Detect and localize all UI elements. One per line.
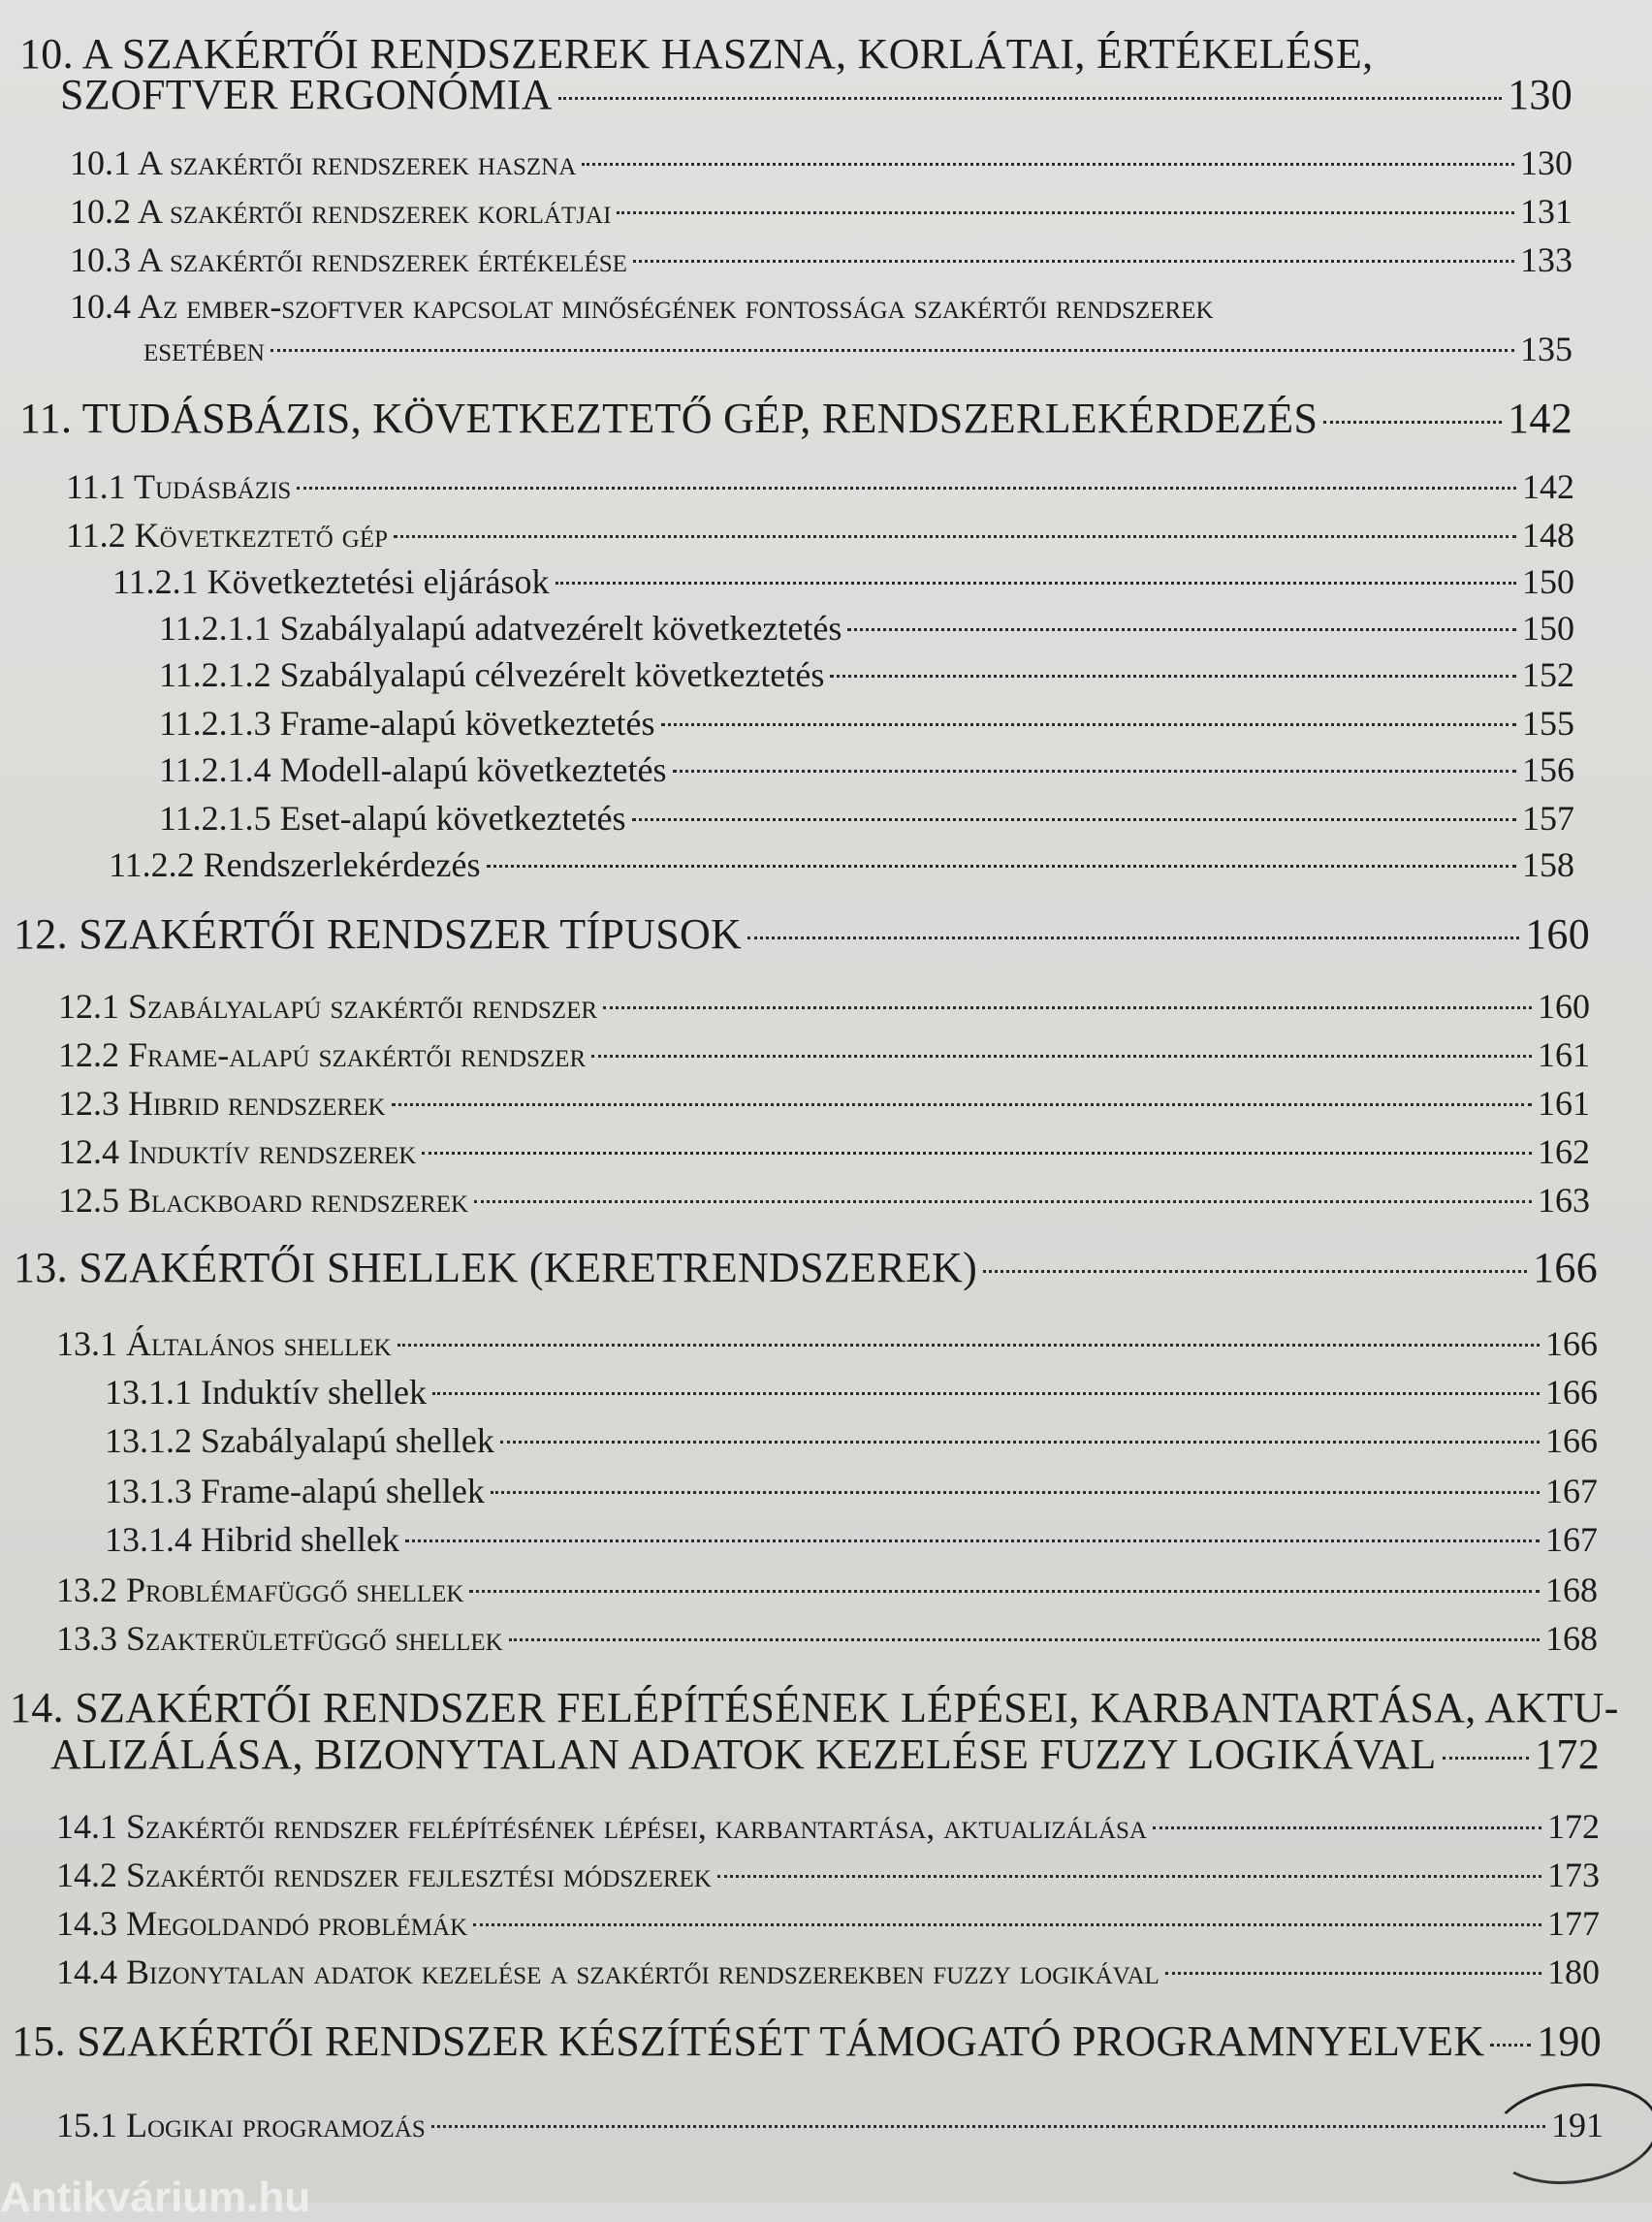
toc-entry-s11-2[interactable]: 11.2 Következtető gép 148 [66,516,1574,555]
toc-entry-s10-3[interactable]: 10.3 A szakértői rendszerek értékelése 133 [70,240,1573,279]
toc-entry-s12-5[interactable]: 12.5 Blackboard rendszerek 163 [58,1181,1590,1220]
toc-entry-s13-2[interactable]: 13.2 Problémafüggő shellek 168 [56,1571,1598,1609]
toc-entry-s11-2-1-1[interactable]: 11.2.1.1 Szabályalapú adatvezérelt következtetés 150 [159,609,1574,648]
toc-entry-s12-1[interactable]: 12.1 Szabályalapú szakértői rendszer 160 [58,987,1590,1026]
toc-entry-s11-2-1[interactable]: 11.2.1 Következtetési eljárások 150 [112,562,1574,601]
watermark: Antikvárium.hu [0,2174,311,2221]
toc-entry-c11[interactable]: 11. TUDÁSBÁZIS, KÖVETKEZTETŐ GÉP, RENDSZERLEKÉRDEZÉS 142 [19,395,1573,442]
toc-entry-s12-4[interactable]: 12.4 Induktív rendszerek 162 [58,1132,1590,1171]
toc-entry-s13-1[interactable]: 13.1 Általános shellek 166 [56,1324,1598,1363]
toc-entry-s10-4-cont[interactable]: esetében 135 [143,330,1573,368]
toc-entry-s10-1[interactable]: 10.1 A szakértői rendszerek haszna 130 [70,143,1573,182]
toc-entry-s14-1[interactable]: 14.1 Szakértői rendszer felépítésének lépései, karbantartása, aktualizálása 172 [56,1807,1600,1846]
toc-entry-s11-2-1-4[interactable]: 11.2.1.4 Modell-alapú következtetés 156 [159,750,1574,789]
toc-entry-s13-3[interactable]: 13.3 Szakterületfüggő shellek 168 [56,1619,1598,1658]
toc-entry-s14-3[interactable]: 14.3 Megoldandó problémák 177 [56,1904,1600,1943]
toc-entry-s11-2-1-2[interactable]: 11.2.1.2 Szabályalapú célvezérelt következtetés 152 [159,655,1574,694]
toc-entry-s13-1-2[interactable]: 13.1.2 Szabályalapú shellek 166 [105,1421,1598,1460]
toc-entry-s11-2-1-3[interactable]: 11.2.1.3 Frame-alapú következtetés 155 [159,704,1574,743]
toc-entry-s11-2-2[interactable]: 11.2.2 Rendszerlekérdezés 158 [109,845,1574,884]
handwritten-circle [1483,2073,1652,2195]
toc-entry-s13-1-3[interactable]: 13.1.3 Frame-alapú shellek 167 [105,1472,1598,1510]
toc-entry-s11-2-1-5[interactable]: 11.2.1.5 Eset-alapú következtetés 157 [159,799,1574,838]
leader-dots [558,97,1502,100]
toc-entry-s13-1-1[interactable]: 13.1.1 Induktív shellek 166 [105,1373,1598,1412]
toc-entry-s15-1[interactable]: 15.1 Logikai programozás 191 [56,2106,1604,2144]
toc-entry-s11-1[interactable]: 11.1 Tudásbázis 142 [66,467,1574,506]
toc-entry-c10-cont[interactable] [60,72,1573,118]
toc-entry-s14-4[interactable]: 14.4 Bizonytalan adatok kezelése a szakértői rendszerekben fuzzy logikával 180 [56,1952,1600,1991]
toc-entry-title: 10. A SZAKÉRTŐI RENDSZEREK HASZNA, KORLÁTAI, ÉRTÉKELÉSE, [19,30,1374,78]
toc-entry-page: 130 [1508,71,1573,118]
toc-entry-c12[interactable]: 12. SZAKÉRTŐI RENDSZER TÍPUSOK 160 [14,910,1590,958]
toc-entry-c14-cont[interactable]: ALIZÁLÁSA, BIZONYTALAN ADATOK KEZELÉSE FUZZY LOGIKÁVAL 172 [50,1730,1600,1778]
toc-entry-s10-4[interactable]: 10.4 Az ember-szoftver kapcsolat minőségének fontossága szakértői rendszerek [70,287,1214,326]
toc-entry-title-cont: SZOFTVER ERGONÓMIA [60,71,553,118]
toc-entry-c14[interactable]: 14. SZAKÉRTŐI RENDSZER FELÉPÍTÉSÉNEK LÉPÉSEI, KARBANTARTÁSA, AKTU- [10,1684,1619,1731]
toc-entry-c13[interactable]: 13. SZAKÉRTŐI SHELLEK (KERETRENDSZEREK) 166 [14,1244,1598,1291]
toc-entry-s12-2[interactable]: 12.2 Frame-alapú szakértői rendszer 161 [58,1035,1590,1074]
toc-entry-s10-2[interactable]: 10.2 A szakértői rendszerek korlátjai 131 [70,192,1573,231]
toc-entry-s12-3[interactable]: 12.3 Hibrid rendszerek 161 [58,1084,1590,1123]
toc-entry-s13-1-4[interactable]: 13.1.4 Hibrid shellek 167 [105,1520,1598,1559]
toc-entry-c15[interactable]: 15. SZAKÉRTŐI RENDSZER KÉSZÍTÉSÉT TÁMOGATÓ PROGRAMNYELVEK 190 [12,2017,1602,2065]
toc-entry-s14-2[interactable]: 14.2 Szakértői rendszer fejlesztési módszerek 173 [56,1856,1600,1894]
